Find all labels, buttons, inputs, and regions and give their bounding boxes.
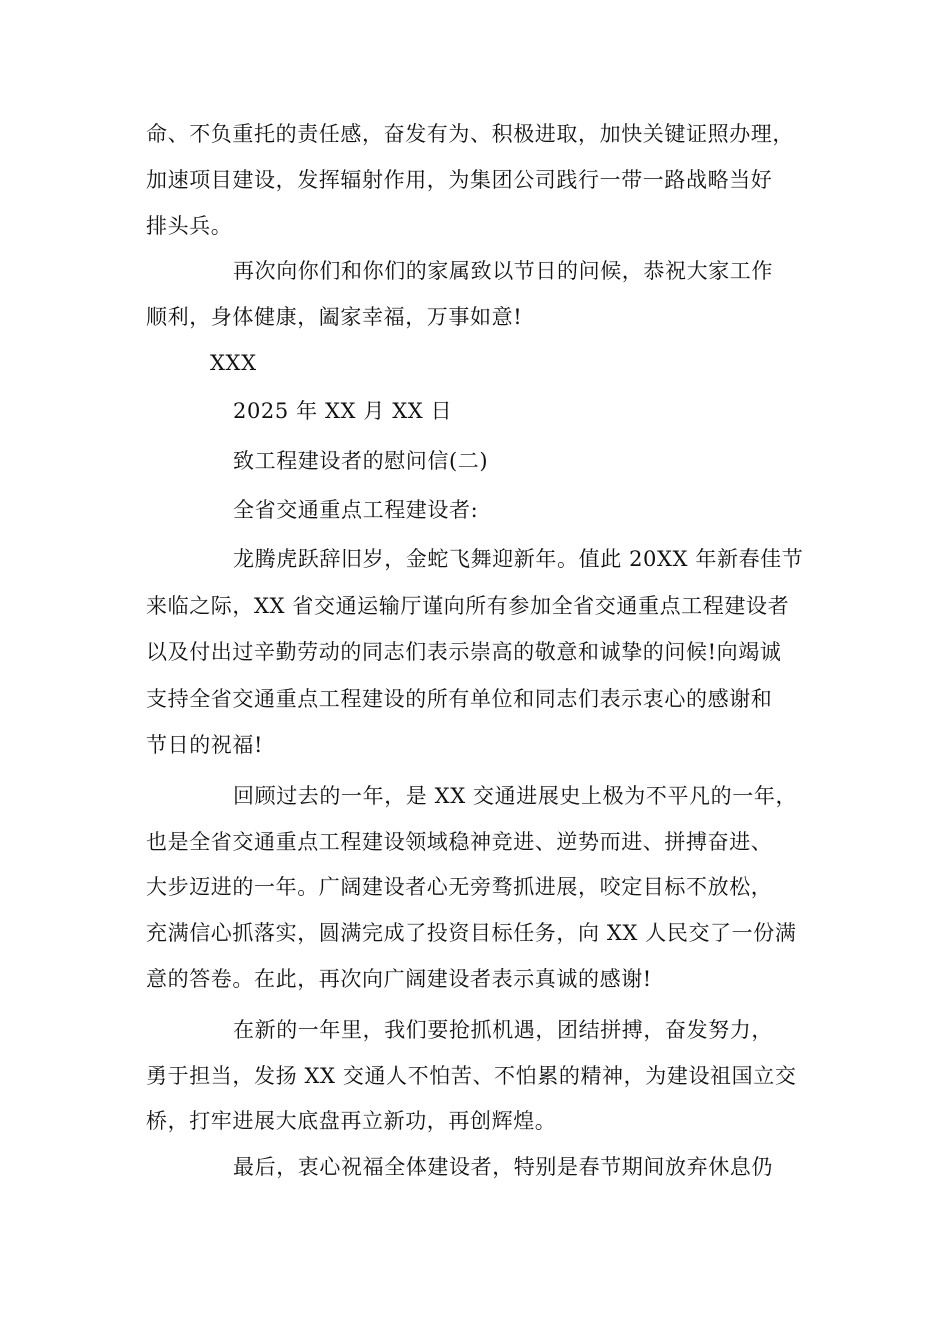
letter-title: 致工程建设者的慰问信(二) [233, 449, 489, 473]
text-line: 顺利，身体健康，阖家幸福，万事如意! [146, 305, 523, 329]
date-line: 2025 年 XX 月 XX 日 [233, 399, 453, 423]
text-line: 再次向你们和你们的家属致以节日的问候，恭祝大家工作 [233, 259, 773, 283]
text-line: 排头兵。 [146, 214, 233, 238]
text-line: 勇于担当，发扬 XX 交通人不怕苦、不怕累的精神，为建设祖国立交 [146, 1064, 797, 1088]
text-line: 龙腾虎跃辞旧岁，金蛇飞舞迎新年。值此 20XX 年新春佳节 [233, 547, 804, 571]
text-line: 意的答卷。在此，再次向广阔建设者表示真诚的感谢! [146, 967, 652, 991]
text-line: 也是全省交通重点工程建设领域稳神竞进、逆势而进、拼搏奋进、 [146, 830, 773, 854]
text-line: 加速项目建设，发挥辐射作用，为集团公司践行一带一路战略当好 [146, 168, 773, 192]
text-line: 来临之际，XX 省交通运输厅谨向所有参加全省交通重点工程建设者 [146, 594, 790, 618]
salutation: 全省交通重点工程建设者: [233, 498, 479, 522]
text-line: 充满信心抓落实，圆满完成了投资目标任务，向 XX 人民交了一份满 [146, 921, 797, 945]
text-line: 节日的祝福! [146, 733, 264, 757]
text-line: 最后，衷心祝福全体建设者，特别是春节期间放弃休息仍 [233, 1155, 773, 1179]
text-line: 大步迈进的一年。广阔建设者心无旁骛抓进展，咬定目标不放松， [146, 875, 773, 899]
text-line: 在新的一年里，我们要抢抓机遇，团结拼搏，奋发努力， [233, 1018, 773, 1042]
text-line: 桥，打牢进展大底盘再立新功，再创辉煌。 [146, 1109, 557, 1133]
text-line: 命、不负重托的责任感，奋发有为、积极进取，加快关键证照办理， [146, 122, 794, 146]
text-line: 回顾过去的一年，是 XX 交通进展史上极为不平凡的一年， [233, 784, 798, 808]
text-line: 支持全省交通重点工程建设的所有单位和同志们表示衷心的感谢和 [146, 687, 773, 711]
signature: XXX [210, 351, 257, 375]
text-line: 以及付出过辛勤劳动的同志们表示崇高的敬意和诚挚的问候!向竭诚 [146, 640, 782, 664]
